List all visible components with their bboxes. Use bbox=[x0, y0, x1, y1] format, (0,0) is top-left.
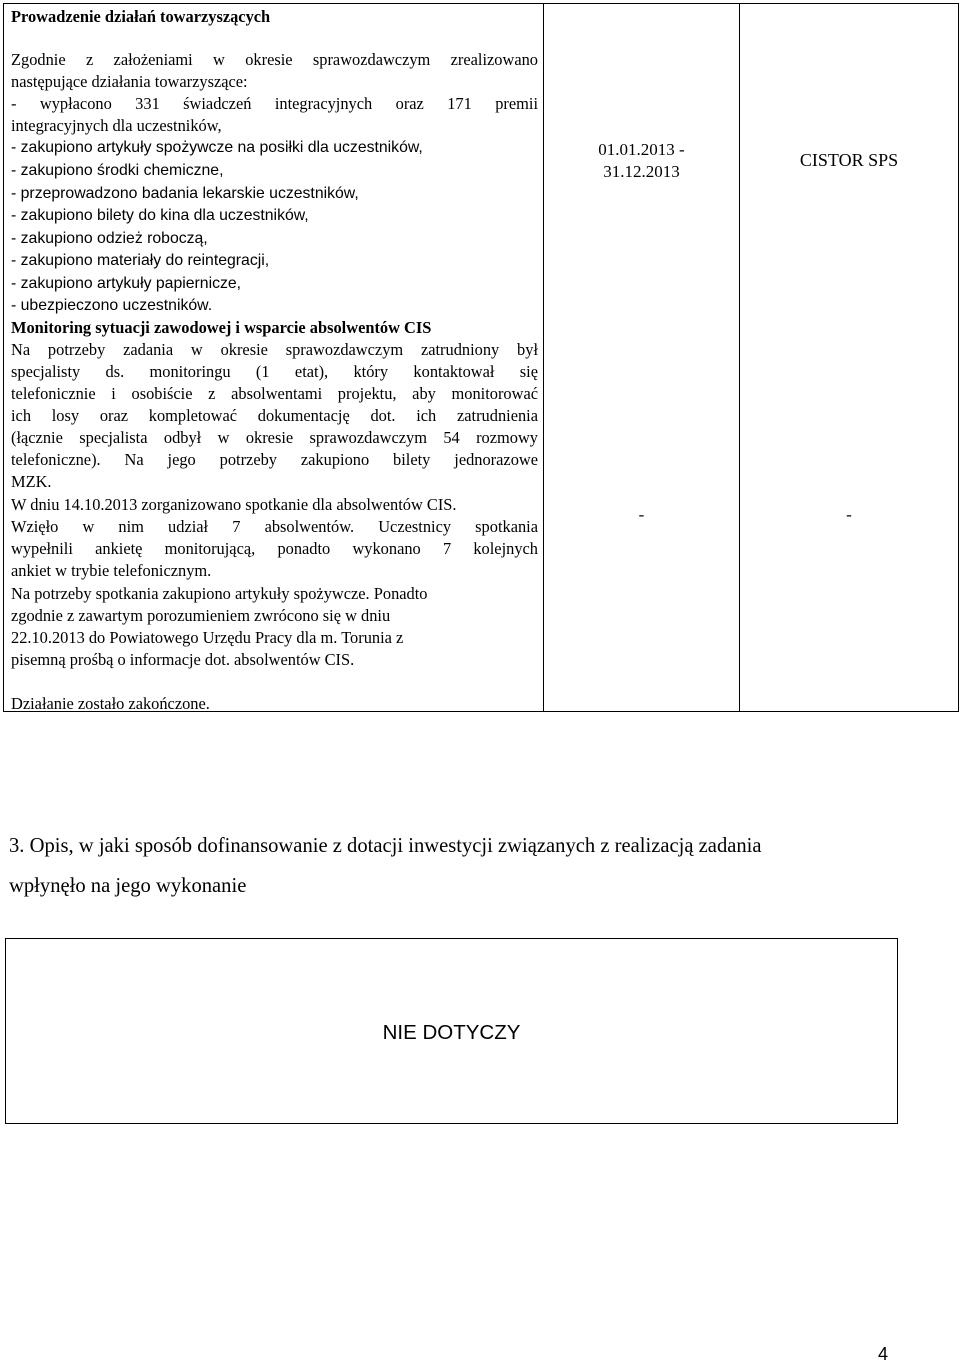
section3-title-line2: wpłynęło na jego wykonanie bbox=[9, 875, 247, 897]
monitoring-line: zgodnie z zawartym porozumieniem zwrócono się w dniu bbox=[11, 606, 391, 625]
monitoring-line: W dniu 14.10.2013 zorganizowano spotkanie dla absolwentów CIS. bbox=[11, 495, 457, 514]
list-item: - ubezpieczono uczestników. bbox=[11, 297, 213, 314]
period-end: 31.12.2013 bbox=[603, 162, 680, 181]
monitoring-line: ankiet w trybie telefonicznym. bbox=[11, 561, 212, 580]
page-number: 4 bbox=[878, 1344, 889, 1364]
monitoring-line: Wzięło w nim udział 7 absolwentów. Uczestnicy spotkania bbox=[11, 517, 538, 536]
executor-monitoring: - bbox=[846, 505, 852, 524]
period-monitoring: - bbox=[638, 505, 645, 524]
list-item: - zakupiono artykuły papiernicze, bbox=[11, 275, 242, 292]
intro-line: integracyjnych dla uczestników, bbox=[11, 116, 222, 135]
list-item: - przeprowadzono badania lekarskie uczestników, bbox=[11, 185, 359, 202]
section-header: Prowadzenie działań towarzyszących bbox=[11, 7, 271, 26]
list-item: - zakupiono bilety do kina dla uczestników, bbox=[11, 207, 309, 224]
monitoring-line: (łącznie specjalista odbył w okresie sprawozdawczym 54 rozmowy bbox=[11, 428, 538, 447]
monitoring-header: Monitoring sytuacji zawodowej i wsparcie absolwentów CIS bbox=[11, 318, 432, 337]
intro-line: Zgodnie z założeniami w okresie sprawozdawczym zrealizowano bbox=[11, 50, 538, 69]
intro-line: następujące działania towarzyszące: bbox=[11, 72, 248, 91]
intro-line: - wypłacono 331 świadczeń integracyjnych oraz 171 premii bbox=[11, 94, 538, 113]
monitoring-line: telefonicznie i osobiście z absolwentami projektu, aby monitorować bbox=[11, 384, 538, 403]
list-item: - zakupiono odzież roboczą, bbox=[11, 230, 208, 247]
period-cell bbox=[544, 4, 740, 712]
notice-box bbox=[5, 938, 898, 1124]
list-item: - zakupiono artykuły spożywcze na posiłki dla uczestników, bbox=[11, 139, 423, 156]
monitoring-line: Na potrzeby zadania w okresie sprawozdawczym zatrudniony był bbox=[11, 340, 538, 359]
monitoring-line: ich losy oraz kompletować dokumentację dot. ich zatrudnienia bbox=[11, 406, 538, 425]
monitoring-line: telefoniczne). Na jego potrzeby zakupiono bilety jednorazowe bbox=[11, 450, 538, 469]
closing-line: Działanie zostało zakończone. bbox=[11, 694, 210, 713]
monitoring-line: pisemną prośbą o informacje dot. absolwentów CIS. bbox=[11, 650, 355, 669]
monitoring-line: MZK. bbox=[11, 472, 52, 491]
activities-table bbox=[3, 3, 959, 712]
monitoring-line: Na potrzeby spotkania zakupiono artykuły spożywcze. Ponadto bbox=[11, 584, 428, 603]
description-cell bbox=[4, 4, 544, 712]
executor-name: CISTOR SPS bbox=[799, 150, 899, 170]
list-item: - zakupiono środki chemiczne, bbox=[11, 162, 224, 179]
monitoring-line: specjalisty ds. monitoringu (1 etat), który kontaktował się bbox=[11, 362, 538, 381]
executor-cell bbox=[740, 4, 959, 712]
list-item: - zakupiono materiały do reintegracji, bbox=[11, 252, 270, 269]
monitoring-line: wypełnili ankietę monitorującą, ponadto wykonano 7 kolejnych bbox=[11, 539, 538, 558]
monitoring-line: 22.10.2013 do Powiatowego Urzędu Pracy dla m. Torunia z bbox=[11, 628, 404, 647]
period-start: 01.01.2013 - bbox=[598, 140, 685, 159]
section3-title-line1: 3. Opis, w jaki sposób dofinansowanie z dotacji inwestycji związanych z realizacją zadania bbox=[9, 835, 762, 857]
notice-text: NIE DOTYCZY bbox=[382, 1021, 521, 1044]
